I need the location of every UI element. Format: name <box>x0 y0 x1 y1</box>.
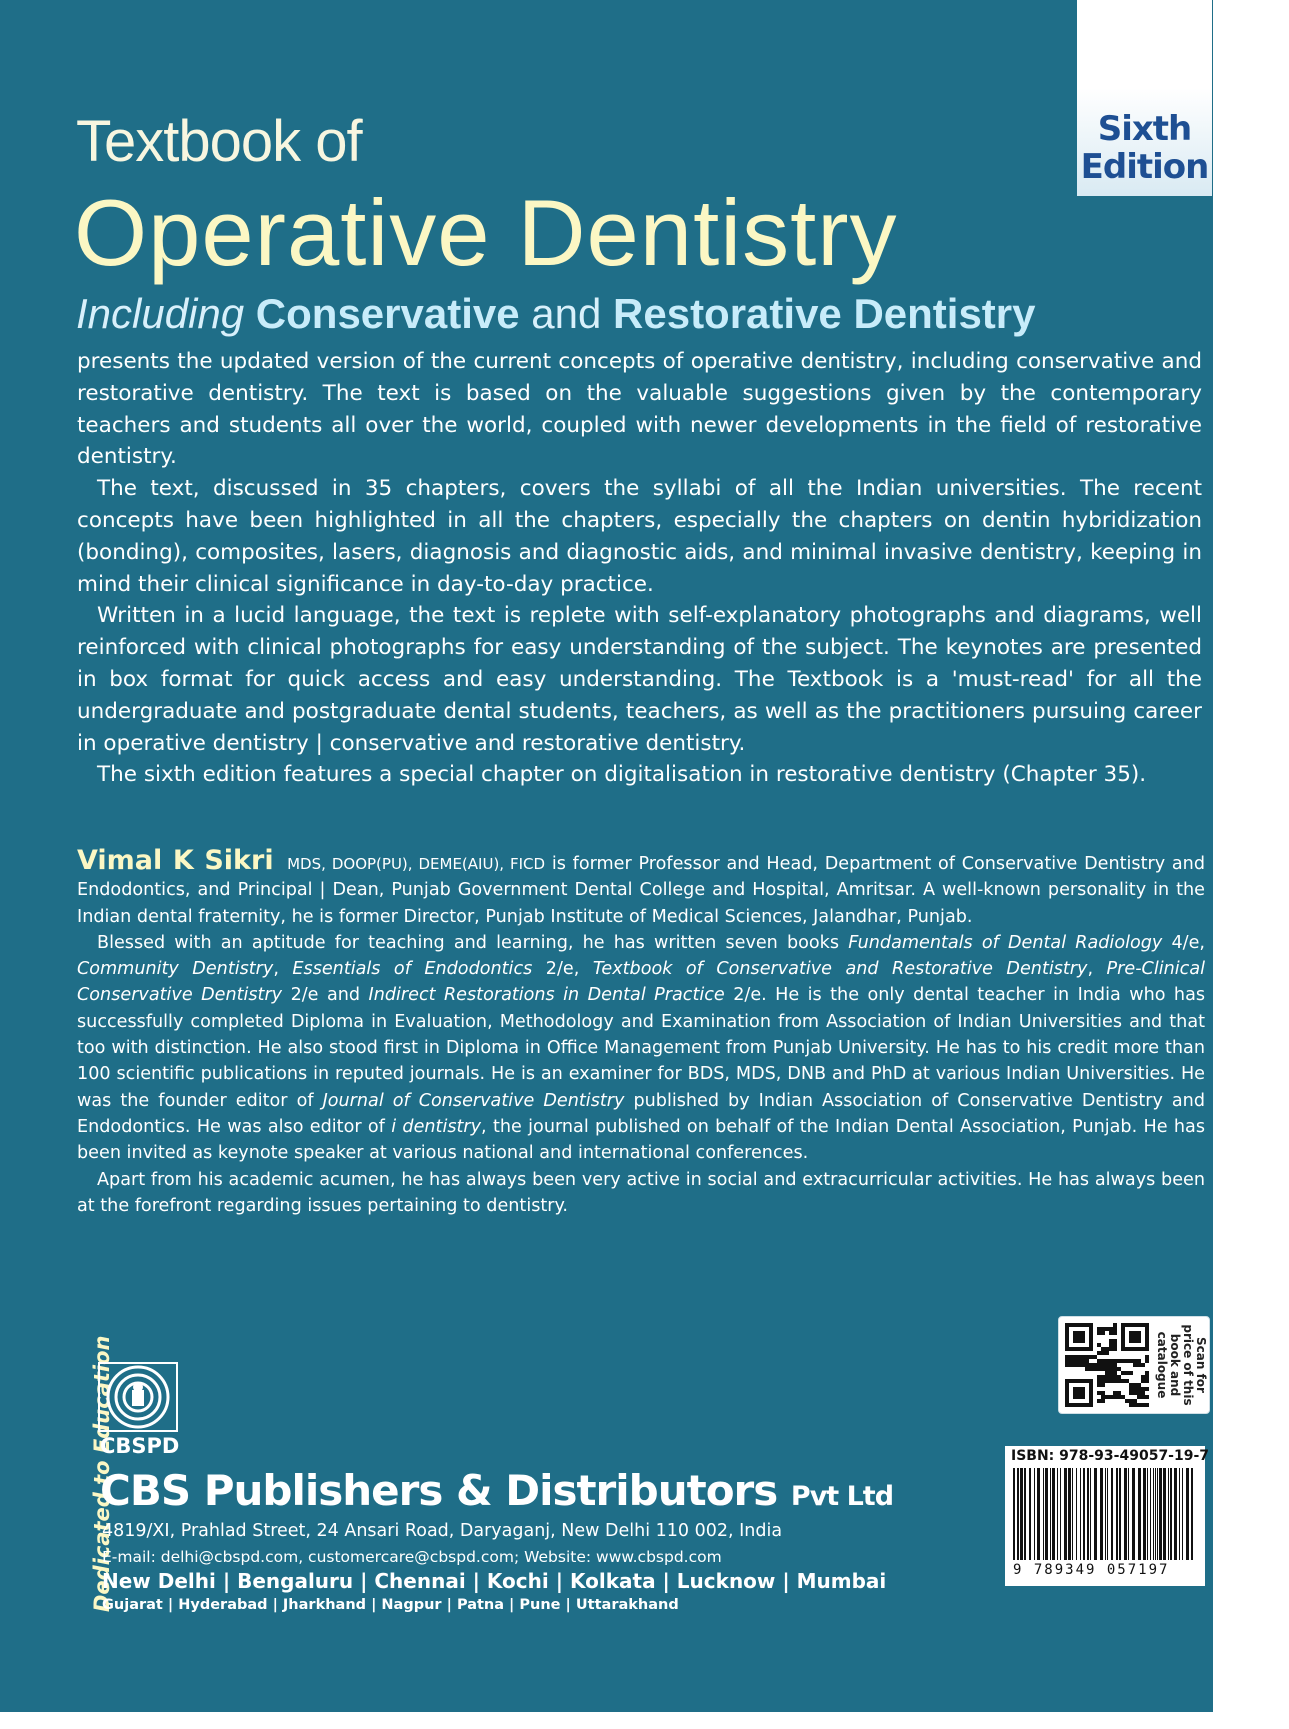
title-line1: Textbook of <box>76 109 362 174</box>
publisher-tagline: Dedicated to Education <box>90 1335 114 1612</box>
qr-code-panel <box>1058 1316 1210 1414</box>
publisher-contact: E-mail: delhi@cbspd.com, customercare@cbspd.com; Website: www.cbspd.com <box>102 1548 722 1566</box>
book-title-ref: Indirect Restorations in Dental Practice <box>368 985 725 1006</box>
description-paragraph: presents the updated version of the current concepts of operative dentistry, including conservative and restorative dentistry. The text is based on the valuable suggestions given by the contemporary teachers and students all over the world, coupled with newer developments in the field of restorative dentistry. <box>77 349 1202 470</box>
book-title: Operative Dentistry <box>74 180 898 285</box>
bio-text: Blessed with an aptitude for teaching and learning, he has written seven books <box>97 932 840 953</box>
qr-caption: Scan for price of this book and catalogue <box>1155 1324 1208 1406</box>
book-title-ref: Textbook of Conservative and Restorative Dentistry <box>592 959 1088 980</box>
book-title-ref: Fundamentals of Dental Radiology <box>848 932 1163 953</box>
description-paragraph: Written in a lucid language, the text is replete with self-explanatory photographs and diagrams, well reinforced with clinical photographs for easy understanding of the subject. The keynotes are presented in box format for quick access and easy understanding. The Textbook is a 'must-read' for all the undergraduate and postgraduate dental students, teachers, as well as the practitioners pursuing career in operative dentistry | conservative and restorative dentistry. <box>77 603 1202 756</box>
book-title-ref: Essentials of Endodontics <box>292 959 533 980</box>
subtitle-including: Including <box>76 290 245 337</box>
bottom-margin <box>0 1712 1289 1729</box>
author-bio <box>77 845 1206 1219</box>
subtitle-restorative: Restorative Dentistry <box>613 290 1036 337</box>
bio-text: published by Indian Association of Conservative Dentistry and Endodontics. He was also editor of <box>77 1090 1205 1137</box>
edition-line1: Sixth <box>1097 109 1192 149</box>
qr-code-icon <box>1065 1323 1149 1407</box>
journal-title-ref: Journal of Conservative Dentistry <box>322 1090 625 1111</box>
bio-text: 2/e, <box>545 959 580 980</box>
edition-line2: Edition <box>1080 147 1209 187</box>
description-paragraph: The text, discussed in 35 chapters, covers the syllabi of all the Indian universities. The recent concepts have been highlighted in all the chapters, especially the chapters on dentin hybridization (bonding), composites, lasers, diagnosis and diagnostic aids, and minimal invasive dentistry, keeping in mind their clinical significance in day-to-day practice. <box>77 476 1202 597</box>
bio-text: 2/e and <box>290 985 361 1006</box>
author-qualifications: MDS, DOOP(PU), DEME(AIU), FICD <box>287 855 546 873</box>
publisher-cities: New Delhi | Bengaluru | Chennai | Kochi | Kolkata | Lucknow | Mumbai <box>102 1569 887 1593</box>
barcode-icon <box>1011 1468 1199 1560</box>
book-subtitle <box>76 290 1036 338</box>
description-paragraph: The sixth edition features a special chapter on digitalisation in restorative dentistry (Chapter 35). <box>97 762 1147 788</box>
subtitle-conservative: Conservative <box>255 290 520 337</box>
publisher-name <box>100 1466 893 1515</box>
bio-text: , <box>1087 959 1094 980</box>
publisher-branches: Gujarat | Hyderabad | Jharkhand | Nagpur | Patna | Pune | Uttarakhand <box>102 1597 679 1613</box>
book-title-ref: Pre-Clinical Conservative Dentistry <box>77 959 1205 1006</box>
bio-text: 2/e. He is the only dental teacher in India who has successfully completed Diploma in Evaluation, Methodology and Examination from Association of Indian Universities and that too with distinction. He also stood first in Diploma in Office Management from Punjab University. He has to his credit more than 100 scientific publications in reputed journals. He is an examiner for BDS, MDS, DNB and PhD at various Indian Universities. He was the founder editor of <box>77 985 1206 1111</box>
bio-text: , the journal published on behalf of the Indian Dental Association, Punjab. He has been invited as keynote speaker at various national and international conferences. <box>77 1116 1205 1164</box>
isbn-barcode <box>1005 1446 1210 1586</box>
subtitle-and: and <box>531 290 602 337</box>
book-title-ref: Community Dentistry <box>77 959 274 980</box>
author-paragraph <box>77 930 1205 1167</box>
right-margin <box>1213 0 1289 1729</box>
isbn-label: ISBN: 978-93-49057-19-7 <box>1011 1448 1210 1464</box>
publisher-name-main: CBS Publishers & Distributors <box>100 1466 778 1515</box>
author-paragraph: Apart from his academic acumen, he has always been very active in social and extracurricular activities. He has always been at the forefront regarding issues pertaining to dentistry. <box>77 1169 1205 1216</box>
publisher-address: 4819/XI, Prahlad Street, 24 Ansari Road, Daryaganj, New Delhi 110 002, India <box>102 1521 783 1541</box>
cbspd-logo-icon <box>98 1362 178 1432</box>
book-description <box>77 346 1202 791</box>
edition-badge <box>1077 0 1212 196</box>
author-name: Vimal K Sikri <box>77 845 274 876</box>
publisher-logo-text: CBSPD <box>100 1434 180 1458</box>
bio-text: , <box>273 959 279 980</box>
author-paragraph <box>77 845 1205 930</box>
journal-title-ref: i dentistry <box>391 1116 482 1137</box>
publisher-name-suffix: Pvt Ltd <box>790 1481 894 1512</box>
author-bio-text: is former Professor and Head, Department of Conservative Dentistry and Endodontics, and Principal | Dean, Punjab Government Dental College and Hospital, Amritsar. A well-known personality in the Indian dental fraternity, he is former Director, Punjab Institute of Medical Sciences, Jalandhar, Punjab. <box>77 854 1205 927</box>
barcode-digits: 9 789349 057197 <box>1013 1562 1170 1578</box>
bio-text: 4/e, <box>1171 932 1206 953</box>
